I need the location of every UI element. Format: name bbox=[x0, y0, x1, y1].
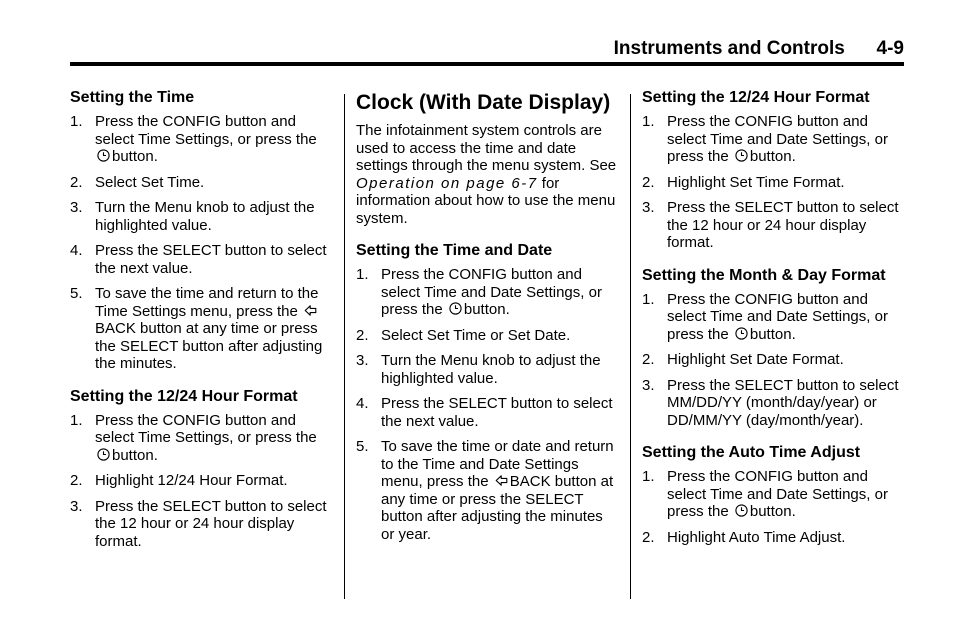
column-divider bbox=[630, 94, 631, 599]
clock-section-title: Clock (With Date Display) bbox=[356, 91, 611, 114]
clock-icon bbox=[735, 504, 748, 517]
step-text: button. bbox=[463, 301, 510, 318]
section-heading: Setting the Time bbox=[70, 89, 195, 106]
step-text: button. bbox=[112, 446, 158, 464]
list-item bbox=[70, 199, 332, 234]
step-text: Press the SELECT button to select MM/DD/YY (month/day/year) or DD/MM/YY (day/month/year). bbox=[667, 376, 899, 429]
step-number: 3. bbox=[642, 376, 655, 394]
step-text: Press the SELECT button to select the next value. bbox=[381, 395, 613, 430]
step-text: Press the CONFIG button and select Time and Date Settings, or press the bbox=[667, 468, 888, 520]
step-number: 3. bbox=[70, 497, 83, 515]
step-text: Press the SELECT button to select the 12 hour or 24 hour display format. bbox=[667, 199, 899, 251]
step-number: 1. bbox=[642, 290, 655, 308]
step-number: 1. bbox=[70, 411, 83, 429]
list-item bbox=[70, 242, 332, 277]
list-item bbox=[70, 174, 332, 192]
step-number: 5. bbox=[356, 438, 369, 455]
step-text: BACK button at any time or press the SELECT button after adjusting the minutes. bbox=[95, 320, 323, 372]
step-text: To save the time and return to the Time Settings menu, press the bbox=[95, 285, 319, 320]
list-item bbox=[356, 395, 618, 430]
step-text: Select Set Time. bbox=[95, 173, 205, 191]
column-divider bbox=[344, 94, 345, 599]
clock-icon bbox=[449, 302, 462, 315]
section-title: Instruments and Controls bbox=[613, 38, 845, 59]
step-text: button. bbox=[749, 503, 796, 520]
header-rule bbox=[70, 62, 904, 66]
step-number: 2. bbox=[356, 326, 369, 344]
list-item bbox=[642, 199, 904, 252]
list-item bbox=[70, 285, 332, 373]
list-item bbox=[642, 174, 904, 192]
step-number: 4. bbox=[70, 242, 83, 259]
list-item bbox=[70, 113, 332, 166]
section-heading: Setting the Month & Day Format bbox=[642, 266, 886, 284]
section-heading: Setting the Time and Date bbox=[356, 242, 553, 259]
step-text: Press the CONFIG button and select Time and Date Settings, or press the bbox=[381, 266, 602, 318]
back-arrow-icon bbox=[304, 304, 317, 317]
clock-icon bbox=[735, 327, 748, 340]
step-text: Turn the Menu knob to adjust the highlighted value. bbox=[381, 352, 601, 387]
list-item bbox=[642, 377, 904, 430]
list-item bbox=[642, 468, 904, 521]
step-list bbox=[642, 113, 904, 252]
intro-text: for information about how to use the menu system. bbox=[356, 174, 616, 227]
step-text: Highlight Set Time Format. bbox=[667, 173, 845, 191]
step-text: Press the CONFIG button and select Time and Date Settings, or press the bbox=[667, 113, 888, 165]
step-text: Press the CONFIG button and select Time and Date Settings, or press the bbox=[667, 290, 888, 343]
step-text: Highlight Auto Time Adjust. bbox=[667, 528, 846, 546]
step-number: 5. bbox=[70, 285, 83, 302]
step-number: 3. bbox=[70, 199, 83, 216]
step-number: 1. bbox=[356, 266, 369, 283]
step-text: Select Set Time or Set Date. bbox=[381, 326, 571, 344]
section-heading: Setting the 12/24 Hour Format bbox=[70, 387, 298, 405]
page-header-title bbox=[614, 38, 904, 60]
step-list bbox=[642, 291, 904, 430]
clock-icon bbox=[97, 149, 110, 162]
step-number: 2. bbox=[70, 472, 83, 489]
step-text: Press the SELECT button to select the next value. bbox=[95, 242, 327, 277]
list-item bbox=[642, 113, 904, 166]
step-list bbox=[70, 113, 332, 373]
step-number: 2. bbox=[642, 528, 655, 546]
step-list bbox=[70, 412, 332, 551]
step-number: 2. bbox=[70, 173, 83, 191]
step-text: button. bbox=[749, 148, 796, 165]
list-item bbox=[356, 327, 618, 345]
step-number: 1. bbox=[642, 468, 655, 485]
step-text: Press the CONFIG button and select Time Settings, or press the bbox=[95, 113, 317, 148]
step-number: 1. bbox=[642, 113, 655, 130]
section-heading: Setting the Auto Time Adjust bbox=[642, 444, 861, 461]
step-text: Turn the Menu knob to adjust the highlighted value. bbox=[95, 199, 315, 234]
step-text: button. bbox=[112, 148, 158, 165]
section-heading: Setting the 12/24 Hour Format bbox=[642, 89, 870, 106]
column-middle bbox=[356, 88, 618, 553]
list-item bbox=[356, 352, 618, 387]
list-item bbox=[642, 291, 904, 344]
step-number: 2. bbox=[642, 351, 655, 368]
column-right bbox=[642, 88, 904, 556]
step-text: Press the SELECT button to select the 12 hour or 24 hour display format. bbox=[95, 497, 327, 550]
step-number: 4. bbox=[356, 395, 369, 412]
step-list bbox=[642, 468, 904, 546]
page-number: 4-9 bbox=[876, 38, 904, 59]
step-list bbox=[356, 266, 618, 543]
intro-paragraph bbox=[356, 122, 618, 227]
step-text: Highlight 12/24 Hour Format. bbox=[95, 472, 288, 489]
list-item bbox=[642, 351, 904, 369]
step-number: 3. bbox=[356, 352, 369, 369]
step-text: Highlight Set Date Format. bbox=[667, 351, 844, 368]
step-text: button. bbox=[749, 325, 796, 343]
list-item bbox=[356, 438, 618, 543]
step-text: BACK button at any time or press the SELECT button after adjusting the minutes or year. bbox=[381, 473, 614, 543]
list-item bbox=[70, 498, 332, 551]
list-item bbox=[642, 529, 904, 547]
clock-icon bbox=[97, 448, 110, 461]
step-number: 2. bbox=[642, 173, 655, 191]
step-number: 3. bbox=[642, 199, 655, 216]
list-item bbox=[70, 472, 332, 490]
step-text: Press the CONFIG button and select Time Settings, or press the bbox=[95, 411, 317, 446]
clock-icon bbox=[735, 149, 748, 162]
column-left bbox=[70, 88, 332, 560]
intro-text: The infotainment system controls are used to access the time and date settings through the menu system. See bbox=[356, 122, 617, 174]
back-arrow-icon bbox=[495, 474, 508, 487]
list-item bbox=[356, 266, 618, 319]
step-number: 1. bbox=[70, 113, 83, 130]
step-text: To save the time or date and return to the Time and Date Settings menu, press the bbox=[381, 438, 614, 490]
cross-reference-link[interactable]: Operation on page 6-7 bbox=[356, 174, 538, 192]
list-item bbox=[70, 412, 332, 465]
